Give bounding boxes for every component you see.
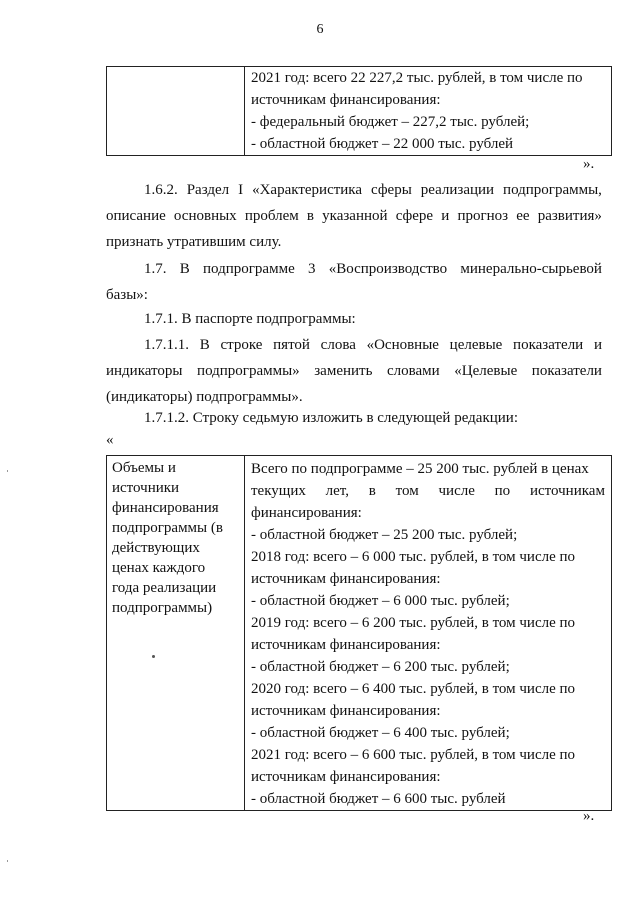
word: текущих — [251, 483, 306, 499]
word: сфере — [395, 208, 434, 224]
funding-table — [106, 455, 612, 811]
table-text-line: - областной бюджет – 6 200 тыс. рублей; — [251, 659, 510, 675]
table-text-line: - областной бюджет – 6 000 тыс. рублей; — [251, 593, 510, 609]
word: «Характеристика — [252, 182, 363, 198]
table-text-line: финансирования — [112, 500, 219, 516]
page-number: 6 — [316, 22, 324, 37]
scan-edge-mark — [7, 860, 8, 862]
table-text-line: источникам финансирования: — [251, 637, 441, 653]
paragraph-1-6-2 — [106, 177, 602, 255]
table-text-line: действующих — [112, 540, 200, 556]
table-cell-right — [245, 67, 612, 156]
word: 1.7.1.1. — [144, 337, 189, 353]
scan-speck — [152, 655, 155, 658]
table-text-line: подпрограммы (в — [112, 520, 223, 536]
word: описание — [106, 208, 166, 224]
word: показатели — [531, 363, 602, 379]
text-line — [106, 358, 602, 384]
word: и — [441, 208, 450, 224]
text-line — [106, 203, 602, 229]
word: 3 — [307, 261, 316, 277]
text-line: признать утратившим силу. — [106, 234, 282, 250]
table-text-line: подпрограммы) — [112, 600, 213, 616]
text-line: базы»: — [106, 287, 148, 303]
word: В — [199, 337, 210, 353]
table-row — [107, 456, 612, 811]
table-cell-right — [245, 456, 612, 811]
table-text-line: 2021 год: всего – 6 600 тыс. рублей, в том числе по — [251, 747, 576, 763]
word: подпрограмме — [203, 261, 295, 277]
table-row — [107, 67, 612, 156]
text-line: 1.7.1.2. Строку седьмую изложить в следующей редакции: — [144, 410, 518, 426]
table-text-line: - федеральный бюджет – 227,2 тыс. рублей; — [251, 114, 530, 130]
word: числе — [438, 483, 475, 499]
word: реализации — [420, 182, 495, 198]
scan-edge-mark — [7, 470, 8, 472]
text-line — [106, 332, 602, 358]
table-cell-left-empty — [107, 67, 245, 156]
text-line: (индикаторы) подпрограммы». — [106, 389, 303, 405]
funding-table-continued — [106, 66, 612, 156]
word: 1.6.2. — [144, 182, 178, 198]
word: В — [179, 261, 190, 277]
table-text-line: - областной бюджет – 25 200 тыс. рублей; — [251, 527, 518, 543]
paragraph-1-7-1-2 — [106, 405, 602, 431]
word: «Основные — [366, 337, 439, 353]
closing-quote: ». — [583, 156, 595, 172]
word: «Целевые — [454, 363, 518, 379]
funding-lines — [245, 67, 611, 155]
table-text-line: финансирования: — [251, 505, 362, 521]
word: ее — [516, 208, 530, 224]
word: индикаторы — [106, 363, 183, 379]
word: «Воспроизводство — [328, 261, 448, 277]
opening-quote: « — [106, 432, 114, 448]
paragraph-1-7-1-1 — [106, 332, 602, 410]
table-text-line: источники — [112, 480, 180, 496]
word: основных — [173, 208, 237, 224]
word: целевые — [449, 337, 503, 353]
word: строке — [220, 337, 263, 353]
table-text-line: - областной бюджет – 22 000 тыс. рублей — [251, 136, 514, 152]
word: развития» — [537, 208, 602, 224]
word: в — [306, 208, 314, 224]
word: проблем — [244, 208, 299, 224]
word: подпрограммы» — [197, 363, 300, 379]
text-line — [106, 177, 602, 203]
funding-lines — [245, 456, 611, 810]
word: сферы — [371, 182, 412, 198]
table-text-line — [245, 480, 611, 502]
table-text-line: Всего по подпрограмме – 25 200 тыс. рублей в ценах — [251, 461, 589, 477]
table-text-line: источникам финансирования: — [251, 769, 441, 785]
word: и — [593, 337, 602, 353]
table-text-line: источникам финансирования: — [251, 571, 441, 587]
word: заменить — [314, 363, 373, 379]
word: в — [368, 483, 376, 499]
table-text-line: - областной бюджет – 6 400 тыс. рублей; — [251, 725, 510, 741]
text-line — [106, 256, 602, 282]
table-text-line: ценах каждого — [112, 560, 206, 576]
table-text-line: источникам финансирования: — [251, 703, 441, 719]
word: 1.7. — [144, 261, 167, 277]
word: прогноз — [457, 208, 509, 224]
table-text-line: Объемы и — [112, 460, 176, 476]
word: по — [494, 483, 511, 499]
word: указанной — [322, 208, 388, 224]
word: I — [238, 182, 244, 198]
word: пятой — [273, 337, 310, 353]
word: минерально-сырьевой — [460, 261, 602, 277]
table-text-line: 2021 год: всего 22 227,2 тыс. рублей, в том числе по — [251, 70, 583, 86]
paragraph-1-7 — [106, 256, 602, 308]
word: показатели — [513, 337, 584, 353]
table-text-line: - областной бюджет – 6 600 тыс. рублей — [251, 791, 506, 807]
table-text-line: источникам финансирования: — [251, 92, 441, 108]
word: слова — [320, 337, 356, 353]
row-header-lines — [107, 456, 244, 618]
word: Раздел — [186, 182, 230, 198]
word: подпрограммы, — [503, 182, 602, 198]
closing-quote: ». — [583, 808, 595, 824]
word: источникам — [529, 483, 605, 499]
word: словами — [387, 363, 440, 379]
table-text-line: 2020 год: всего – 6 400 тыс. рублей, в том числе по — [251, 681, 576, 697]
word: лет, — [325, 483, 349, 499]
table-text-line: года реализации — [112, 580, 217, 596]
table-cell-left — [107, 456, 245, 811]
table-text-line: 2018 год: всего – 6 000 тыс. рублей, в том числе по — [251, 549, 576, 565]
text-line: 1.7.1. В паспорте подпрограммы: — [144, 311, 356, 327]
paragraph-1-7-1 — [106, 306, 602, 332]
table-text-line: 2019 год: всего – 6 200 тыс. рублей, в том числе по — [251, 615, 576, 631]
word: том — [395, 483, 419, 499]
